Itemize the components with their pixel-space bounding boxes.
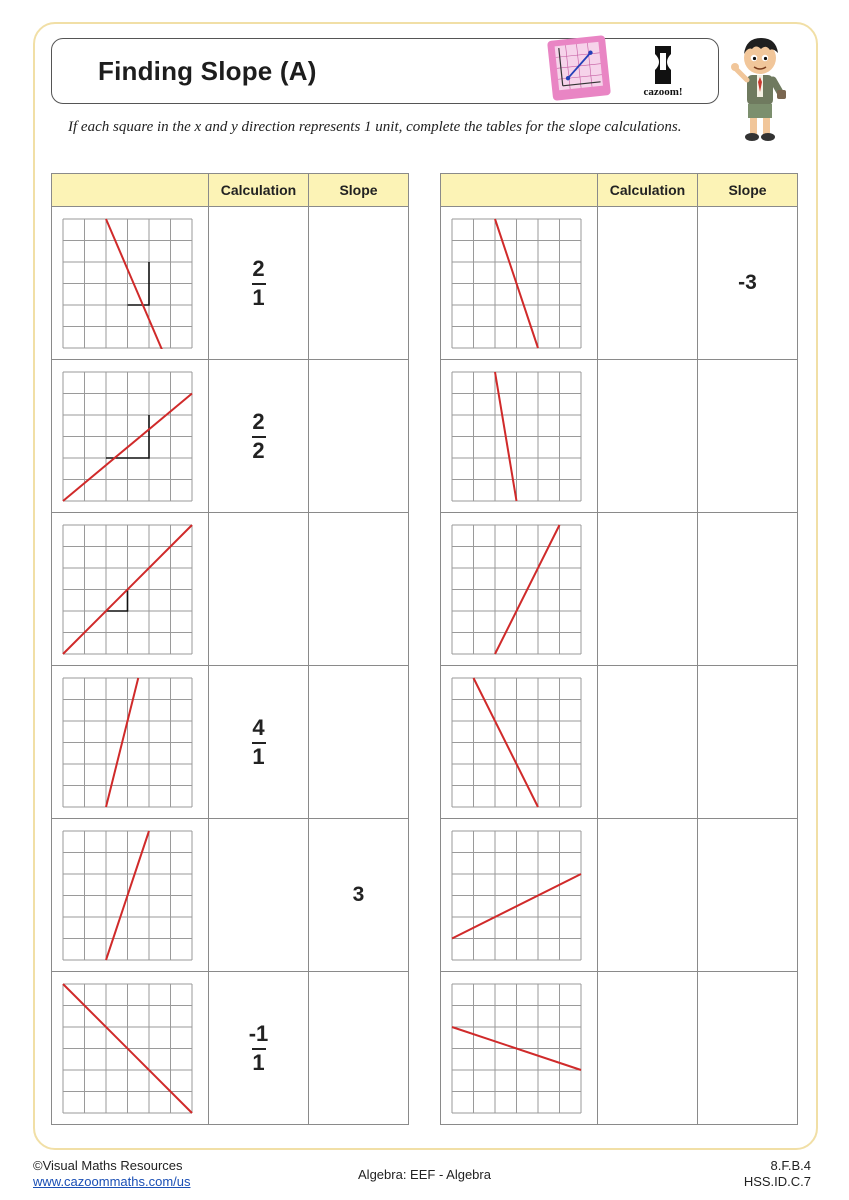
slope-grid [451,677,582,808]
graph-cell [441,513,598,666]
slope-cell[interactable] [309,207,409,360]
slope-grid [451,218,582,349]
slope-cell[interactable] [309,972,409,1125]
copyright-text: ©Visual Maths Resources [33,1158,183,1173]
fraction-denominator: 1 [252,743,265,769]
table-row [441,360,798,513]
table-row [52,360,409,513]
calculation-cell[interactable] [209,513,309,666]
table-row [52,972,409,1125]
calculation-cell[interactable] [598,972,698,1125]
calculation-cell[interactable] [598,513,698,666]
slope-grid [62,218,193,349]
graph-cell [52,819,209,972]
cazoom-logo [628,42,698,102]
slope-cell[interactable] [698,207,798,360]
calculation-cell[interactable] [209,819,309,972]
website-link[interactable]: www.cazoommaths.com/us [33,1174,191,1189]
calculation-fraction [252,716,266,769]
graph-cell [441,360,598,513]
calculation-cell[interactable] [598,207,698,360]
table-row [441,207,798,360]
calculation-cell[interactable] [209,360,309,513]
calculation-fraction [249,1022,269,1075]
graph-cell [52,360,209,513]
table-row [52,513,409,666]
slope-value: 3 [352,883,365,906]
slope-cell[interactable] [309,819,409,972]
logo-text: cazoom! [643,86,683,98]
slope-cell[interactable] [698,360,798,513]
table-header-row [52,174,409,207]
calculation-fraction [252,257,266,310]
table-row [52,819,409,972]
slope-cell[interactable] [698,666,798,819]
calculation-cell[interactable] [598,819,698,972]
standard-code-2: HSS.ID.C.7 [743,1174,811,1189]
slope-cell[interactable] [698,972,798,1125]
slope-cell[interactable] [309,666,409,819]
instructions: If each square in the x and y direction represents 1 unit, complete the tables for the slope calculations. [68,119,682,135]
slope-grid [62,677,193,808]
slope-grid [62,371,193,502]
fraction-numerator: -1 [248,1020,269,1046]
table-row [52,207,409,360]
slope-value: -3 [738,271,757,294]
slope-cell[interactable] [698,819,798,972]
table-row [441,819,798,972]
graph-column-header [441,174,598,207]
calculation-column-header: Calculation [209,174,309,207]
slope-column-header: Slope [698,174,798,207]
table-header-row [441,174,798,207]
calculation-column-header: Calculation [598,174,698,207]
graph-cell [52,666,209,819]
graph-cell [52,207,209,360]
fraction-numerator: 2 [252,408,265,434]
graph-cell [441,819,598,972]
slope-cell[interactable] [309,360,409,513]
graph-cell [441,207,598,360]
calculation-cell[interactable] [209,207,309,360]
calculation-cell[interactable] [598,666,698,819]
fraction-denominator: 1 [252,284,265,310]
table-row [441,972,798,1125]
slope-table-left [51,173,409,1125]
fraction-denominator: 2 [252,437,265,463]
slope-grid [62,830,193,961]
calculation-cell[interactable] [209,666,309,819]
graph-cell [441,972,598,1125]
calculation-cell[interactable] [598,360,698,513]
mascot-boy-icon [730,34,794,144]
slope-cell[interactable] [309,513,409,666]
slope-grid [451,983,582,1114]
calculation-cell[interactable] [209,972,309,1125]
slope-grid [62,524,193,655]
page-title: Finding Slope (A) [98,56,317,86]
graph-cell [52,972,209,1125]
topic-label: Algebra: EEF - Algebra [358,1167,491,1182]
graph-icon [544,32,614,104]
fraction-denominator: 1 [252,1049,265,1075]
slope-cell[interactable] [698,513,798,666]
calculation-fraction [252,410,266,463]
fraction-numerator: 4 [252,714,265,740]
logo-mark-icon [628,42,698,86]
slope-table-right [440,173,798,1125]
graph-cell [52,513,209,666]
table-row [441,666,798,819]
slope-column-header: Slope [309,174,409,207]
slope-grid [451,524,582,655]
standards-codes [744,1158,811,1190]
standard-code-1: 8.F.B.4 [770,1158,811,1173]
slope-grid [62,983,193,1114]
fraction-numerator: 2 [252,255,265,281]
table-row [441,513,798,666]
slope-grid [451,830,582,961]
table-row [52,666,409,819]
graph-cell [441,666,598,819]
graph-column-header [52,174,209,207]
slope-grid [451,371,582,502]
